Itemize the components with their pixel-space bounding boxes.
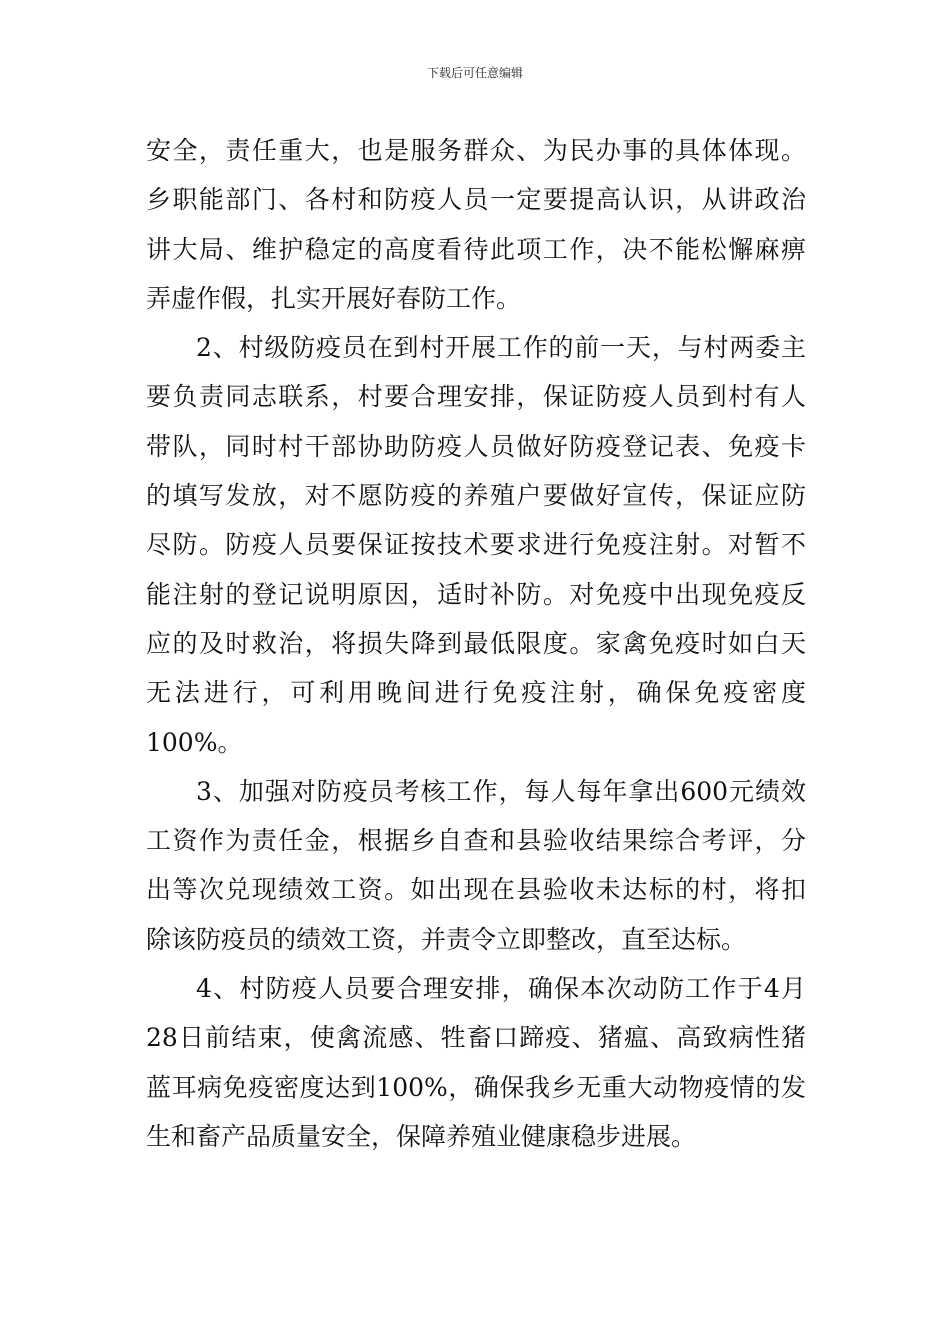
text-line: 无法进行，可利用晚间进行免疫注射，确保免疫密度 xyxy=(146,678,806,708)
text-line: 尽防。防疫人员要保证按技术要求进行免疫注射。对暂不 xyxy=(146,530,806,560)
text-line: 2、村级防疫员在到村开展工作的前一天，与村两委主 xyxy=(196,333,806,363)
text-line: 工资作为责任金，根据乡自查和县验收结果综合考评，分 xyxy=(146,826,806,856)
text-line: 蓝耳病免疫密度达到100%，确保我乡无重大动物疫情的发 xyxy=(146,1072,806,1102)
text-line: 乡职能部门、各村和防疫人员一定要提高认识，从讲政治 xyxy=(146,185,806,215)
text-line: 的填写发放，对不愿防疫的养殖户要做好宣传，保证应防 xyxy=(146,481,806,511)
text-line: 带队，同时村干部协助防疫人员做好防疫登记表、免疫卡 xyxy=(146,431,806,461)
text-line: 讲大局、维护稳定的高度看待此项工作，决不能松懈麻痹 xyxy=(146,234,806,264)
text-line: 100%。 xyxy=(146,727,243,757)
text-line: 生和畜产品质量安全，保障养殖业健康稳步进展。 xyxy=(146,1121,697,1151)
text-line: 4、村防疫人员要合理安排，确保本次动防工作于4月 xyxy=(196,974,806,1004)
text-line: 应的及时救治，将损失降到最低限度。家禽免疫时如白天 xyxy=(146,628,806,658)
text-line: 除该防疫员的绩效工资，并责令立即整改，直至达标。 xyxy=(146,924,747,954)
page-header-note: 下载后可任意编辑 xyxy=(426,66,523,80)
text-line: 出等次兑现绩效工资。如出现在县验收未达标的村，将扣 xyxy=(146,875,806,905)
text-line: 28日前结束，使禽流感、牲畜口蹄疫、猪瘟、高致病性猪 xyxy=(146,1023,806,1053)
text-line: 要负责同志联系，村要合理安排，保证防疫人员到村有人 xyxy=(146,382,806,412)
text-line: 弄虚作假，扎实开展好春防工作。 xyxy=(146,283,522,313)
text-line: 能注射的登记说明原因，适时补防。对免疫中出现免疫反 xyxy=(146,579,806,609)
text-line: 安全，责任重大，也是服务群众、为民办事的具体体现。 xyxy=(146,136,806,165)
text-line: 3、加强对防疫员考核工作，每人每年拿出600元绩效 xyxy=(196,776,806,806)
document-body xyxy=(146,126,806,1161)
